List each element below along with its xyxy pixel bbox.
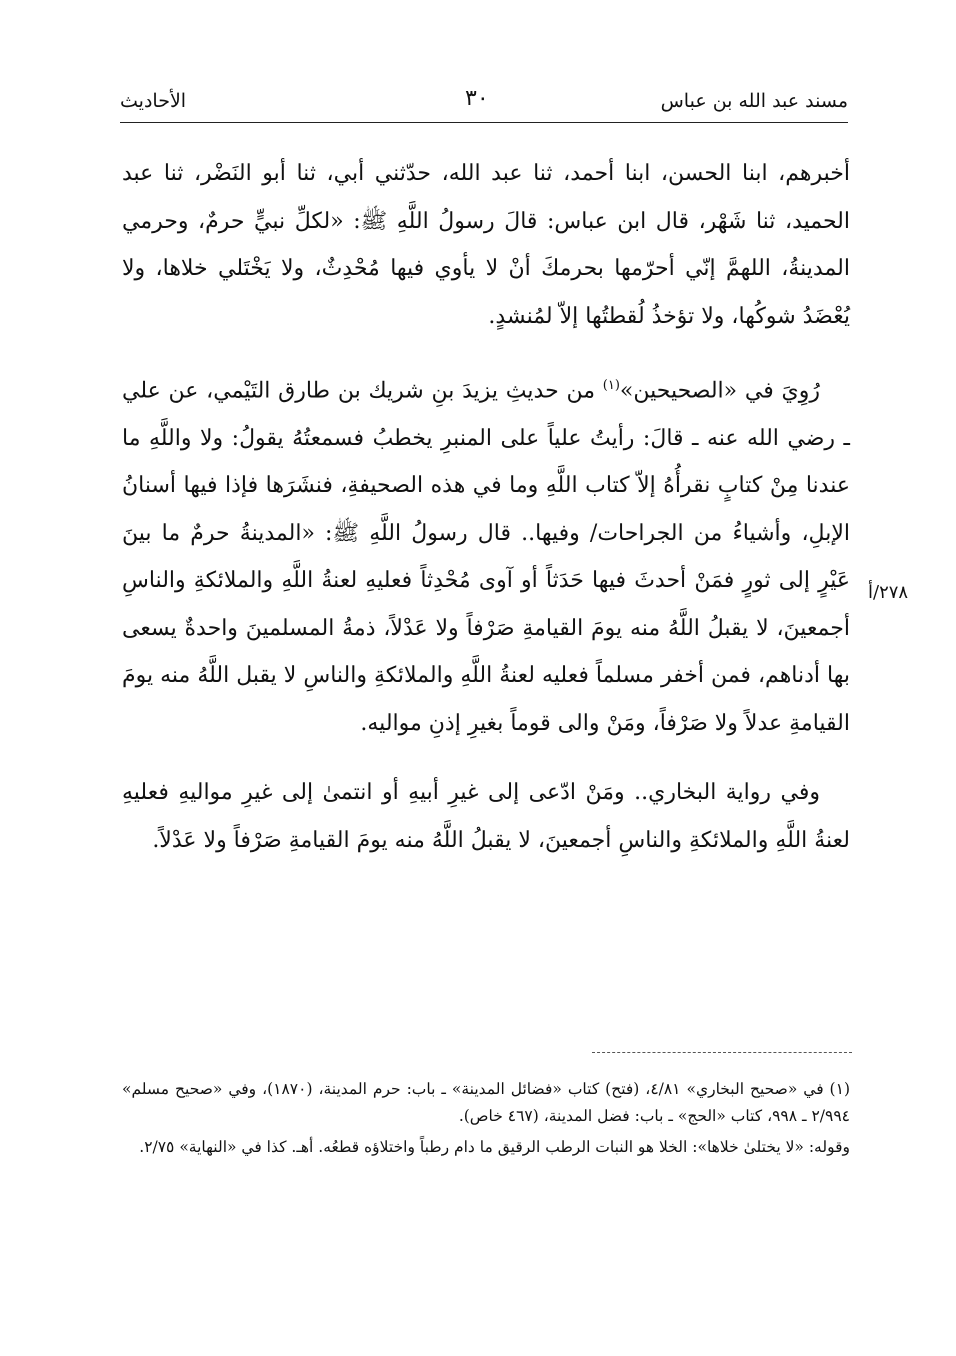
footnote-separator bbox=[592, 1052, 852, 1053]
paragraph-2 bbox=[122, 362, 850, 747]
paragraph-1: أخبرهم، ابنا الحسن، ابنا أحمد، ثنا عبد الله، حدّثني أبي، ثنا أبو النَضْر، ثنا عبد الحميد، ثنا شَهْر، قال ابن عباس: قالَ رسولُ اللَّهِ ﷺ: «لكلِّ نبيٍّ حرمٌ، وحرمي المدينةُ، اللهمَّ إنّي أحرّمها بحرمكَ أنْ لا يأوي فيها مُحْدِثٌ، ولا يَخْتَلي خلاها، ولا يُعْضَدُ شوكُها، ولا تؤخذُ لُقطتُها إلاّ لمُنشدٍ. bbox=[122, 161, 850, 329]
footnotes bbox=[122, 1076, 850, 1165]
manuscript-folio-note: ٢٧٨/أ bbox=[868, 582, 909, 603]
paragraph-2-lead: رُوِيَ في «الصحيحين» bbox=[619, 378, 820, 404]
footnote-1: (١) في «صحيح البخاري» ٤/٨١، (فتح) كتاب «فضائل المدينة» ـ باب: حرم المدينة، (١٨٧٠)، وفي «صحيح مسلم» ٢/٩٩٤ ـ ٩٩٨، كتاب «الحج» ـ باب: فضل المدينة، (٤٦٧ خاص). bbox=[122, 1080, 850, 1125]
page-number: ٣٠ bbox=[465, 86, 489, 111]
paragraph-3: وفي رواية البخاري.. ومَنْ ادّعى إلى غيرِ أبيهِ أو انتمىٰ إلى غيرِ مواليهِ فعليهِ لعنةُ اللَّهِ والملائكةِ والناسِ أجمعينَ، لا يقبلُ اللَّهُ منه يومَ القيامةِ صَرْفاً ولا عَدْلاً. bbox=[122, 780, 850, 853]
book-title: مسند عبد الله بن عباس bbox=[660, 90, 848, 112]
footnote-ref-1[interactable]: (١) bbox=[602, 378, 620, 393]
section-title: الأحاديث bbox=[120, 90, 187, 112]
paragraph-2-body: من حديثِ يزيدَ بنِ شريك بن طارق التَيْمي، عن علي ـ رضي الله عنه ـ قالَ: رأيتُ علياً على المنبرِ يخطبُ فسمعتُهُ يقولُ: ولا واللَّهِ ما عندنا مِنْ كتابٍ نقرأُهُ إلاّ كتاب اللَّهِ وما في هذه الصحيفةِ، فنشَرَها فإذا فيها أسنانُ الإبلِ، وأشياءُ من الجراحات/ وفيها.. قال رسولُ اللَّهِ ﷺ: «المدينةُ حرمٌ ما بينَ عَيْرٍ إلى ثورٍ فمَنْ أحدثَ فيها حَدَثاً أو آوى مُحْدِثاً فعليهِ لعنةُ اللَّهِ والملائكةِ والناسِ أجمعينَ، لا يقبلُ اللَّهُ منه يومَ القيامةِ صَرْفاً ولا عَدْلاً، ذمةُ المسلمينَ واحدةٌ يسعى بها أدناهم، فمن أخفر مسلماً فعليه لعنةُ اللَّهِ والملائكةِ والناسِ لا يقبل اللَّهُ منه يومَ القيامةِ عدلاً ولا صَرْفاً، ومَنْ والى قوماً بغيرِ إذنِ مواليه. bbox=[122, 378, 850, 736]
footnote-2: وقوله: «لا يختلىٰ خلاها»: الخلا هو النبات الرطب الرقيق ما دام رطباً واختلاؤه قطعُه. أهـ. كذا في «النهاية» ٢/٧٥. bbox=[139, 1138, 850, 1156]
main-text bbox=[122, 150, 850, 886]
running-header bbox=[120, 82, 848, 123]
